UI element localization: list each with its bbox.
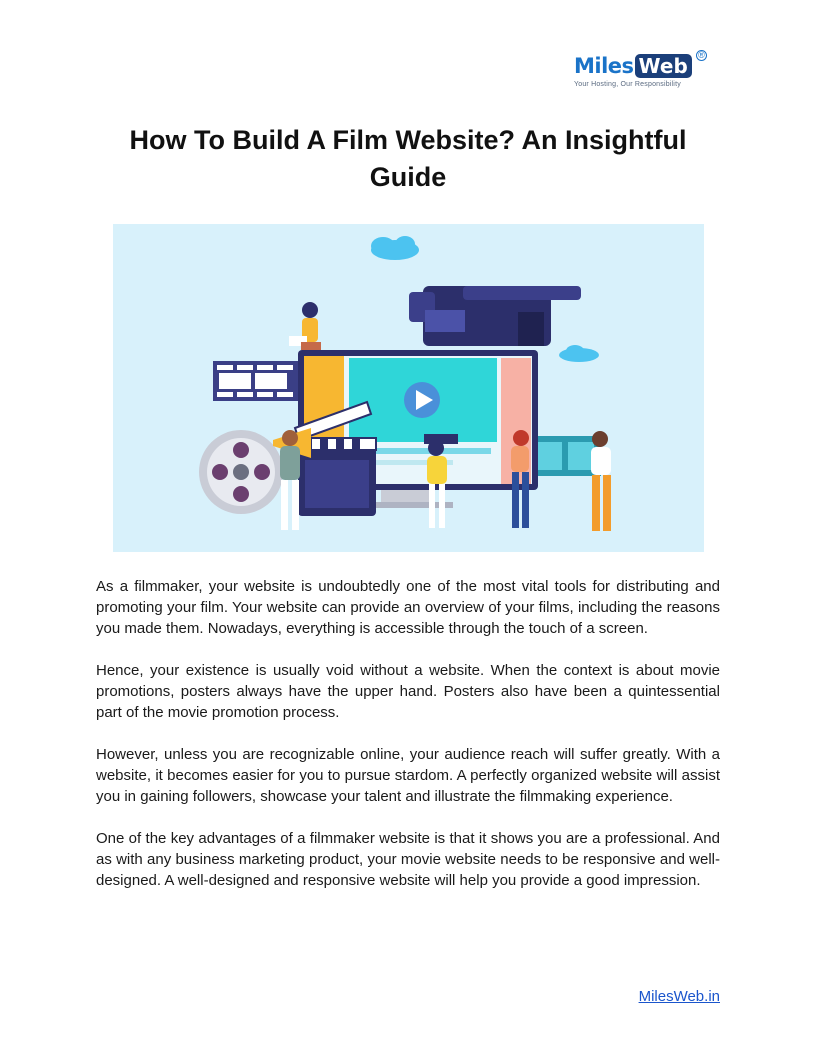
film-strip-icon (531, 436, 601, 476)
article-body (96, 576, 720, 912)
cloud-icon (371, 236, 419, 260)
film-strip-icon (213, 361, 303, 401)
logo-web-text: Web (635, 54, 692, 78)
logo-tagline: Your Hosting, Our Responsibility (574, 81, 681, 88)
hero-illustration (113, 224, 704, 552)
logo-miles-text: Miles (574, 54, 634, 78)
milesweb-logo (574, 52, 706, 92)
registered-mark-icon: ® (696, 50, 707, 61)
film-production-illustration (113, 224, 704, 552)
page-title: How To Build A Film Website? An Insightful Guide (129, 125, 687, 192)
cloud-icon (559, 345, 599, 362)
person-with-laptop (289, 302, 321, 350)
paragraph: Hence, your existence is usually void without a website. When the context is about movie promotions, posters always have the upper hand. Posters also have been a quintessential part of the movie promotion process. (96, 662, 720, 721)
milesweb-link[interactable]: MilesWeb.in (638, 988, 720, 1005)
play-icon (404, 382, 440, 418)
film-reel-icon (199, 430, 283, 514)
paragraph: One of the key advantages of a filmmaker website is that it shows you are a professional. And as with any business marketing product, your movie website needs to be responsive and well-designed. A well-designed and responsive website will help you provide a good impression. (96, 830, 720, 889)
paragraph: As a filmmaker, your website is undoubtedly one of the most vital tools for distributing and promoting your film. Your website can provide an overview of your films, including the reasons you made them. Nowadays, everything is accessible through the touch of a screen. (96, 578, 720, 637)
paragraph: However, unless you are recognizable online, your audience reach will suffer greatly. With a website, it becomes easier for you to pursue stardom. A perfectly organized website will assist you in gaining followers, showcase your talent and illustrate the filmmaking experience. (96, 746, 720, 805)
video-camera-icon (409, 286, 581, 346)
